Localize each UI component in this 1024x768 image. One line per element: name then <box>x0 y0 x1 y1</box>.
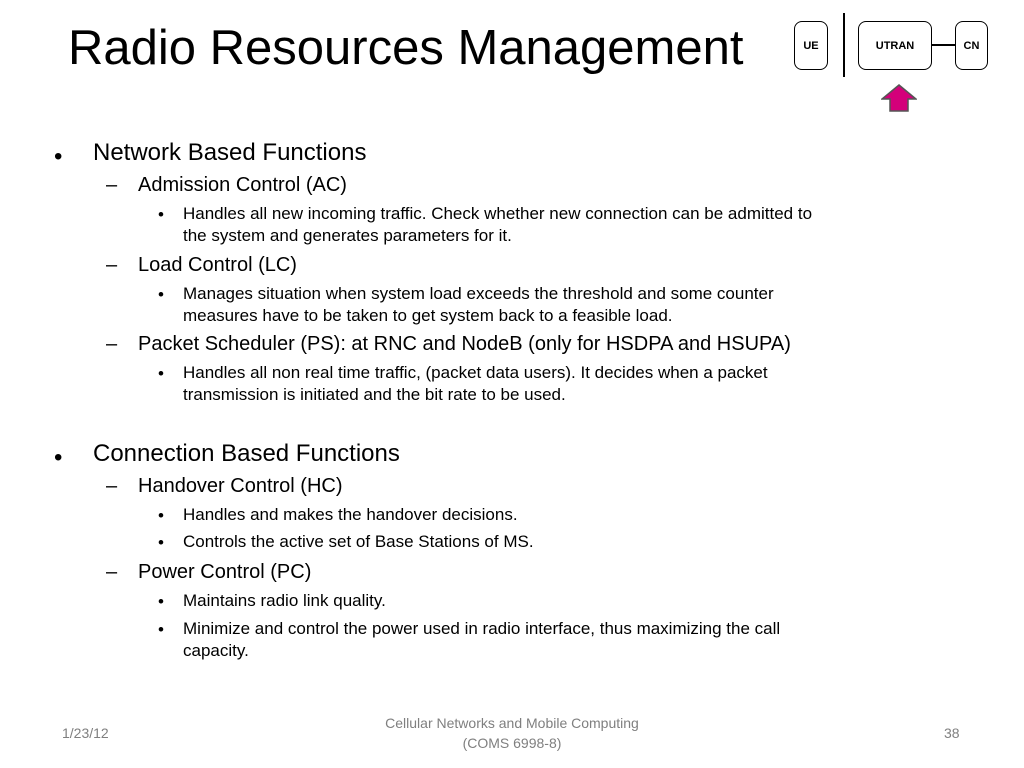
item-dash: – <box>106 254 118 276</box>
detail-bullet: • <box>158 285 164 304</box>
detail-bullet: • <box>158 592 164 611</box>
detail-bullet: • <box>158 506 164 525</box>
item-label: Load Control (LC) <box>138 254 297 276</box>
detail-line: measures have to be taken to get system back to a feasible load. <box>183 306 673 325</box>
section-heading: Connection Based Functions <box>93 440 400 467</box>
utran-node: UTRAN <box>858 21 932 70</box>
detail-bullet: • <box>158 620 164 639</box>
detail-bullet: • <box>158 364 164 383</box>
ue-node: UE <box>794 21 828 70</box>
section-bullet: • <box>54 444 63 471</box>
detail-bullet: • <box>158 533 164 552</box>
detail-line: Maintains radio link quality. <box>183 591 386 610</box>
detail-line: transmission is initiated and the bit rate to be used. <box>183 385 566 404</box>
section-heading: Network Based Functions <box>93 139 367 166</box>
slide-title: Radio Resources Management <box>68 21 744 75</box>
detail-line: Manages situation when system load exceeds the threshold and some counter <box>183 284 774 303</box>
detail-line: Controls the active set of Base Stations of MS. <box>183 532 534 551</box>
detail-line: Minimize and control the power used in radio interface, thus maximizing the call <box>183 619 781 638</box>
detail-line: the system and generates parameters for it. <box>183 226 512 245</box>
item-dash: – <box>106 475 118 497</box>
cn-node: CN <box>955 21 988 70</box>
item-dash: – <box>106 561 118 583</box>
detail-bullet: • <box>158 205 164 224</box>
footer-course-name: Cellular Networks and Mobile Computing <box>385 715 639 731</box>
item-dash: – <box>106 174 118 196</box>
item-label: Power Control (PC) <box>138 561 312 583</box>
footer-course-code: (COMS 6998-8) <box>462 735 562 751</box>
item-label: Handover Control (HC) <box>138 475 343 497</box>
section-bullet: • <box>54 143 63 170</box>
detail-line: Handles and makes the handover decisions. <box>183 505 518 524</box>
footer-date: 1/23/12 <box>62 725 109 741</box>
item-label: Admission Control (AC) <box>138 174 347 196</box>
detail-line: Handles all non real time traffic, (packet data users). It decides when a packet <box>183 363 768 382</box>
detail-line: Handles all new incoming traffic. Check whether new connection can be admitted to <box>183 204 813 223</box>
page-number: 38 <box>944 725 960 741</box>
footer-course <box>362 713 662 753</box>
item-dash: – <box>106 333 118 355</box>
item-label: Packet Scheduler (PS): at RNC and NodeB (only for HSDPA and HSUPA) <box>138 333 791 355</box>
detail-line: capacity. <box>183 641 249 660</box>
